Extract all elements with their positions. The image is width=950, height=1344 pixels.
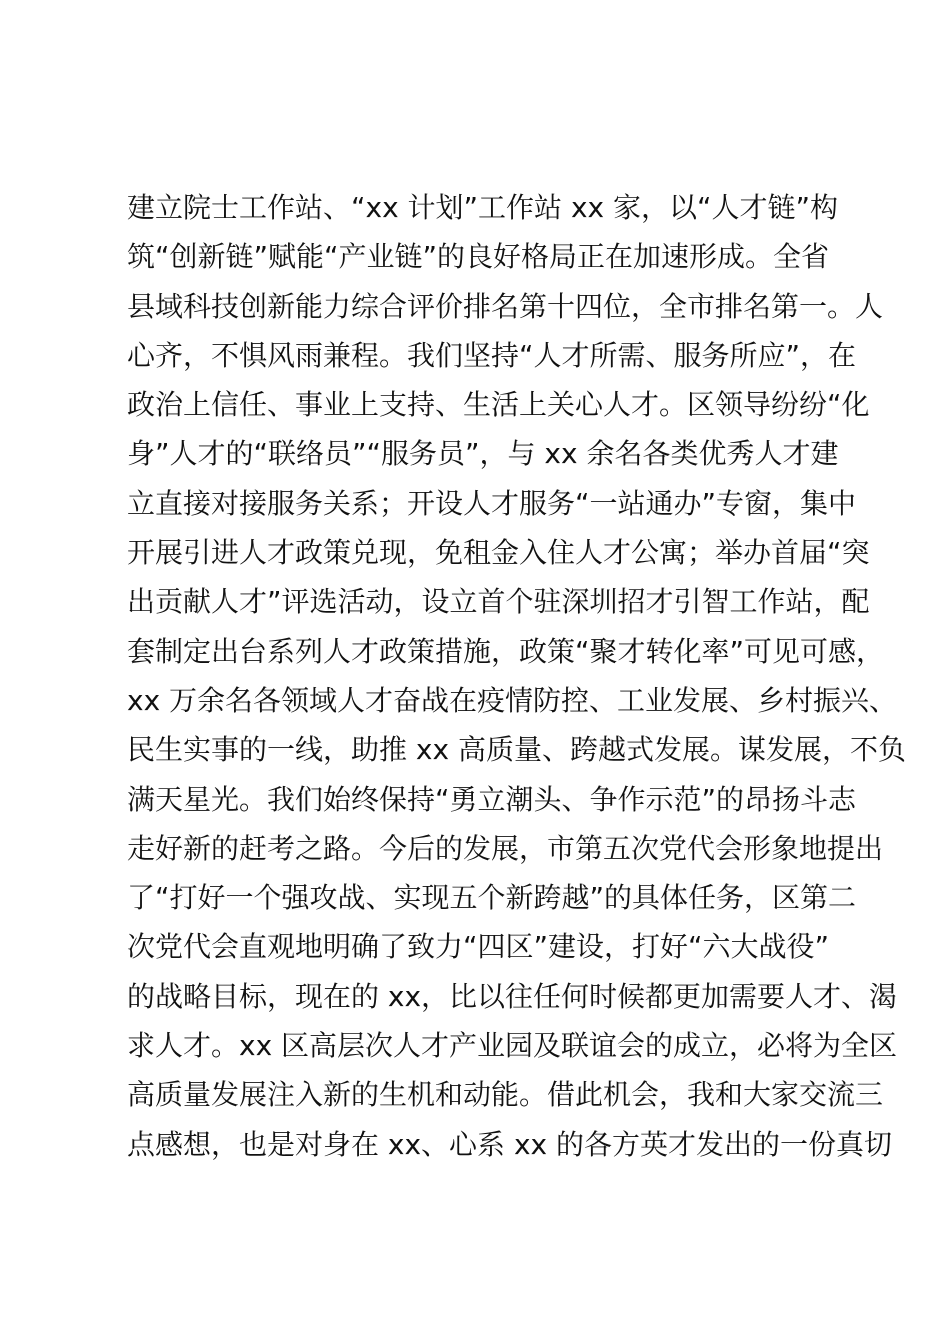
- text-line: 满天星光。我们始终保持“勇立潮头、争作示范”的昂扬斗志: [127, 782, 857, 816]
- text-line: 立直接对接服务关系；开设人才服务“一站通办”专窗，集中: [127, 486, 857, 520]
- text-line: 出贡献人才”评选活动，设立首个驻深圳招才引智工作站，配: [127, 585, 870, 619]
- text-line: 建立院士工作站、“xx 计划”工作站 xx 家，以“人才链”构: [127, 191, 839, 224]
- text-line: 走好新的赶考之路。今后的发展，市第五次党代会形象地提出: [127, 831, 884, 865]
- text-line: 了“打好一个强攻战、实现五个新跨越”的具体任务，区第二: [127, 881, 857, 915]
- text-line: 县域科技创新能力综合评价排名第十四位，全市排名第一。人: [127, 289, 884, 323]
- text-line: 政治上信任、事业上支持、生活上关心人才。区领导纷纷“化: [127, 388, 870, 422]
- text-line: 求人才。xx 区高层次人才产业园及联谊会的成立，必将为全区: [127, 1029, 898, 1063]
- text-line: 次党代会直观地明确了致力“四区”建设，打好“六大战役”: [127, 930, 830, 964]
- text-line: 身”人才的“联络员”“服务员”，与 xx 余名各类优秀人才建: [127, 437, 839, 471]
- text-line: 点感想，也是对身在 xx、心系 xx 的各方英才发出的一份真切: [127, 1127, 892, 1161]
- body-paragraph: [127, 183, 906, 1169]
- text-line: xx 万余名各领域人才奋战在疫情防控、工业发展、乡村振兴、: [127, 683, 898, 717]
- text-line: 心齐，不惧风雨兼程。我们坚持“人才所需、服务所应”，在: [127, 338, 857, 372]
- text-line: 高质量发展注入新的生机和动能。借此机会，我和大家交流三: [127, 1078, 884, 1112]
- text-line: 开展引进人才政策兑现，免租金入住人才公寓；举办首届“突: [127, 536, 870, 570]
- text-line: 筑“创新链”赋能“产业链”的良好格局正在加速形成。全省: [127, 240, 830, 274]
- text-line: 的战略目标，现在的 xx，比以往任何时候都更加需要人才、渴: [127, 979, 898, 1013]
- text-line: 民生实事的一线，助推 xx 高质量、跨越式发展。谋发展，不负: [127, 733, 906, 767]
- text-line: 套制定出台系列人才政策措施，政策“聚才转化率”可见可感，: [127, 634, 885, 668]
